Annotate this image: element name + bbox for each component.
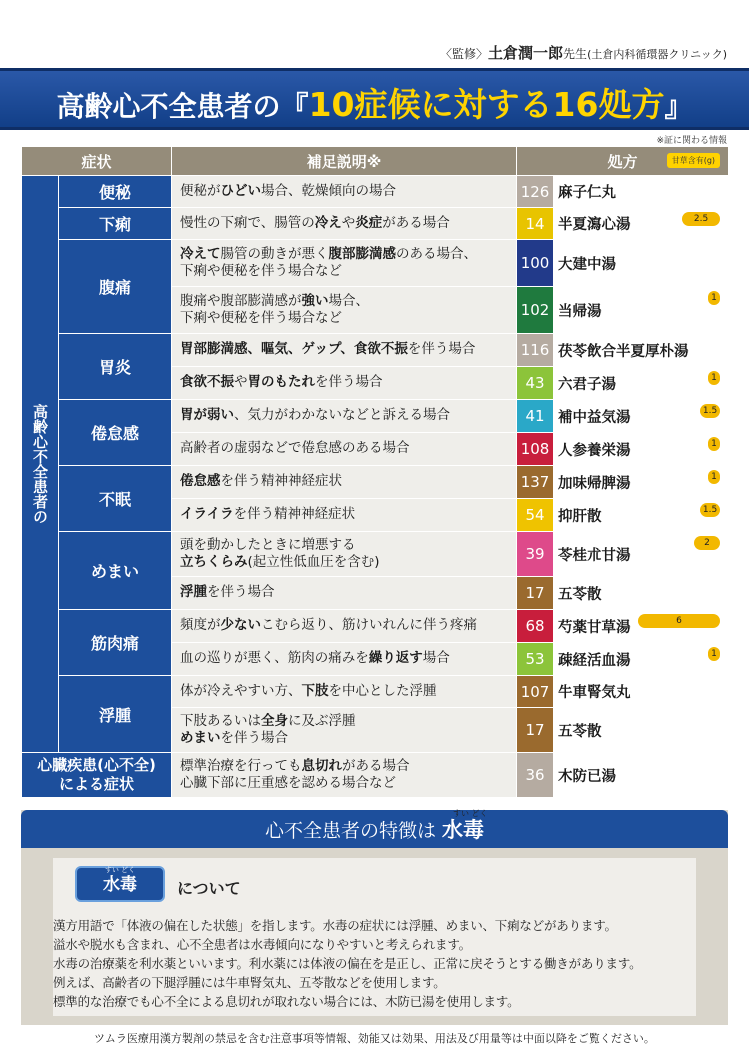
emphasis-text: 腹部膨満感	[328, 245, 397, 262]
prescription-table	[21, 146, 729, 798]
explanation-text: に及ぶ浮腫	[288, 712, 356, 729]
explanation-text: 標準治療を行っても	[180, 757, 302, 774]
explanation-cell	[172, 240, 517, 287]
explanation-text: こむら返り、筋けいれんに伴う疼痛	[261, 617, 478, 634]
explanation-cell	[172, 676, 517, 708]
explanation-text: 体が冷えやすい方、	[180, 682, 302, 699]
symptom-cell: 心臓疾患(心不全) による症状	[22, 753, 172, 798]
symptom-cell: 下痢	[59, 208, 172, 240]
supervisor-suffix: 先生	[563, 47, 588, 61]
suidoku-section	[21, 810, 728, 1025]
symptom-cell: 便秘	[59, 176, 172, 208]
prescription-label: 牛車腎気丸	[558, 685, 631, 701]
suidoku-heading	[21, 810, 728, 848]
explanation-text: や	[234, 374, 248, 391]
suidoku-about: について	[177, 879, 241, 898]
supervisor-prefix: 〈監修〉	[440, 47, 489, 61]
symptom-cell: 胃炎	[59, 334, 172, 400]
explanation-cell	[172, 334, 517, 367]
explanation-cell	[172, 287, 517, 334]
prescription-label: 木防已湯	[558, 768, 617, 785]
prescription-name	[554, 400, 729, 433]
suidoku-heading-keyword: 水毒	[442, 818, 485, 842]
table-row	[22, 400, 729, 433]
footnote-mark: ※証に関わる情報	[656, 136, 727, 146]
prescription-name	[554, 208, 729, 240]
prescription-name	[554, 176, 729, 208]
prescription-label: 抑肝散	[558, 508, 602, 525]
kanzo-badge: 甘草含有(g)	[667, 153, 720, 168]
explanation-text: 場合、乾燥傾向の場合	[261, 182, 397, 199]
paragraph-line: 標準的な治療でも心不全による息切れが取れない場合には、木防已湯を使用します。	[53, 994, 520, 1009]
explanation-text: を中心とした浮腫	[328, 682, 437, 699]
title-part: 高齢心不全患者の『	[56, 90, 309, 123]
prescription-name	[554, 643, 729, 676]
emphasis-text: 下肢	[301, 682, 329, 699]
prescription-name	[554, 334, 729, 367]
explanation-text: や	[341, 214, 356, 231]
prescription-number: 100	[517, 240, 554, 287]
explanation-text: 下肢あるいは	[180, 712, 262, 729]
prescription-number: 116	[517, 334, 554, 367]
kanzo-amount-badge: 2.5	[682, 212, 720, 226]
explanation-text: 慢性の下痢で、腸管の	[180, 214, 315, 231]
table-row	[22, 753, 729, 798]
paragraph-line: 例えば、高齢者の下腿浮腫には牛車腎気丸、五苓散などを使用します。	[53, 975, 446, 990]
explanation-text: (起立性低血圧を含む)	[247, 554, 380, 570]
explanation-cell	[172, 400, 517, 433]
prescription-label: 麻子仁丸	[558, 185, 617, 201]
emphasis-text: 少ない	[220, 617, 262, 634]
explanation-text: 下痢や便秘を伴う場合など	[180, 263, 343, 279]
prescription-number: 36	[517, 753, 554, 798]
supervisor-credit	[440, 42, 727, 63]
table-row	[22, 676, 729, 708]
title-highlight: 症候に対する	[354, 85, 553, 124]
header-explanation: 補足説明※	[172, 147, 517, 176]
symptom-cell: めまい	[59, 532, 172, 610]
emphasis-text: イライラ	[180, 506, 234, 523]
prescription-label: 人参養栄湯	[558, 442, 631, 459]
emphasis-text: 強い	[301, 292, 329, 309]
prescription-number: 17	[517, 577, 554, 610]
explanation-cell	[172, 466, 517, 499]
footer-note: ツムラ医療用漢方製剤の禁忌を含む注意事項等情報、効能又は効果、用法及び用量等は中面以降をご覧ください。	[94, 1032, 655, 1045]
prescription-label: 当帰湯	[558, 303, 602, 320]
prescription-label: 茯苓飲合半夏厚朴湯	[558, 343, 689, 360]
suidoku-explanation-box	[53, 858, 696, 1016]
explanation-text: 頭を動かしたときに増悪する	[180, 536, 356, 553]
suidoku-pill-ruby: すい どく	[104, 866, 136, 874]
explanation-cell	[172, 753, 517, 798]
prescription-label: 疎経活血湯	[558, 652, 631, 669]
kanzo-amount-badge: 1	[708, 371, 720, 385]
symptom-cell: 倦怠感	[59, 400, 172, 466]
explanation-text: 腹痛や腹部膨満感が	[180, 292, 302, 309]
prescription-label: 大建中湯	[558, 256, 617, 273]
prescription-number: 137	[517, 466, 554, 499]
emphasis-text: 胃が弱い	[180, 407, 235, 424]
prescription-name	[554, 499, 729, 532]
explanation-text: を伴う精神神経症状	[233, 506, 356, 523]
explanation-text: 高齢者の虚弱などで倦怠感のある場合	[180, 440, 410, 457]
prescription-name	[554, 287, 729, 334]
prescription-number: 41	[517, 400, 554, 433]
emphasis-text: 息切れ	[301, 757, 343, 774]
prescription-name	[554, 240, 729, 287]
page-title	[0, 79, 749, 126]
prescription-name	[554, 753, 729, 798]
explanation-text: 血の巡りが悪く、筋肉の痛みを	[180, 650, 369, 667]
explanation-cell	[172, 643, 517, 676]
table-row	[22, 532, 729, 577]
emphasis-text: ひどい	[220, 182, 262, 199]
explanation-cell	[172, 208, 517, 240]
suidoku-heading-ruby: すい どく	[453, 809, 488, 818]
group-label: 高齢心不全患者の	[22, 176, 59, 753]
suidoku-paragraph	[53, 916, 696, 1011]
explanation-text: を伴う場合	[407, 341, 476, 358]
emphasis-text: 倦怠感	[180, 473, 221, 490]
prescription-label: 五苓散	[558, 723, 602, 740]
header-symptom: 症状	[22, 147, 172, 176]
explanation-cell	[172, 433, 517, 466]
header-prescription	[517, 147, 729, 176]
header-prescription-label: 処方	[607, 152, 638, 171]
prescription-name	[554, 708, 729, 753]
explanation-text: 、気力がわかないなどと訴える場合	[234, 407, 451, 424]
emphasis-text: 冷えて	[180, 245, 221, 262]
explanation-text: 頻度が	[180, 617, 221, 634]
explanation-text: を伴う場合	[220, 730, 289, 746]
table-row	[22, 334, 729, 367]
prescription-name	[554, 367, 729, 400]
prescription-label: 五苓散	[558, 586, 602, 603]
kanzo-amount-badge: 6	[638, 614, 720, 628]
prescription-name	[554, 577, 729, 610]
explanation-text: 心臓下部に圧重感を認める場合など	[180, 775, 397, 791]
table-row	[22, 240, 729, 287]
prescription-label: 芍薬甘草湯	[558, 619, 631, 636]
prescription-name	[554, 433, 729, 466]
explanation-cell	[172, 532, 517, 577]
explanation-text: を伴う精神神経症状	[220, 473, 343, 490]
paragraph-line: 溢水や脱水も含まれ、心不全患者は水毒傾向になりやすいと考えられます。	[53, 937, 471, 952]
prescription-number: 102	[517, 287, 554, 334]
kanzo-amount-badge: 1.5	[700, 503, 720, 517]
explanation-cell	[172, 577, 517, 610]
emphasis-text: 胃のもたれ	[247, 374, 316, 391]
symptom-cell: 不眠	[59, 466, 172, 532]
table-row	[22, 208, 729, 240]
paragraph-line: 水毒の治療薬を利水薬といいます。利水薬には体液の偏在を是正し、正常に戻そうとする働きがあります。	[53, 956, 642, 971]
prescription-number: 17	[517, 708, 554, 753]
title-highlight: 処方	[598, 85, 665, 124]
paragraph-line: 漢方用語で「体液の偏在した状態」を指します。水毒の症状には浮腫、めまい、下痢などがあります。	[53, 918, 617, 933]
prescription-number: 108	[517, 433, 554, 466]
prescription-number: 68	[517, 610, 554, 643]
emphasis-text: 胃部膨満感、嘔気、ゲップ、食欲不振	[180, 341, 408, 358]
explanation-cell	[172, 499, 517, 532]
prescription-label: 加味帰脾湯	[558, 475, 631, 492]
table-row	[22, 610, 729, 643]
explanation-cell	[172, 367, 517, 400]
explanation-text: 便秘が	[180, 182, 221, 199]
supervisor-name: 土倉潤一郎	[488, 44, 564, 62]
title-banner	[0, 68, 749, 130]
table-row	[22, 176, 729, 208]
suidoku-heading-text: 心不全患者の特徴は	[264, 820, 436, 842]
explanation-text: のある場合、	[396, 245, 478, 262]
suidoku-pill-label: 水毒	[103, 875, 137, 895]
title-highlight: 10	[308, 85, 355, 124]
explanation-cell	[172, 610, 517, 643]
explanation-cell	[172, 708, 517, 753]
title-part: 』	[664, 90, 693, 123]
kanzo-amount-badge: 1.5	[700, 404, 720, 418]
emphasis-text: 食欲不振	[180, 374, 235, 391]
prescription-label: 六君子湯	[558, 376, 617, 393]
prescription-name	[554, 676, 729, 708]
prescription-name	[554, 610, 729, 643]
emphasis-text: めまい	[180, 730, 221, 746]
symptom-cell: 腹痛	[59, 240, 172, 334]
emphasis-text: 冷え	[314, 214, 342, 231]
explanation-text: 場合	[422, 650, 450, 667]
emphasis-text: 立ちくらみ	[180, 554, 248, 570]
prescription-number: 43	[517, 367, 554, 400]
prescription-name	[554, 532, 729, 577]
prescription-number: 54	[517, 499, 554, 532]
symptom-cell: 浮腫	[59, 676, 172, 753]
supervisor-clinic: (土倉内科循環器クリニック)	[587, 48, 727, 61]
prescription-number: 14	[517, 208, 554, 240]
table-header-row	[22, 147, 729, 176]
emphasis-text: 炎症	[355, 214, 383, 231]
symptom-cell: 筋肉痛	[59, 610, 172, 676]
kanzo-amount-badge: 1	[708, 647, 720, 661]
prescription-label: 苓桂朮甘湯	[558, 547, 631, 564]
kanzo-amount-badge: 1	[708, 291, 720, 305]
kanzo-amount-badge: 1	[708, 470, 720, 484]
explanation-text: を伴う場合	[207, 584, 275, 601]
prescription-number: 126	[517, 176, 554, 208]
explanation-text: 下痢や便秘を伴う場合など	[180, 310, 343, 326]
kanzo-amount-badge: 1	[708, 437, 720, 451]
table-row	[22, 466, 729, 499]
explanation-text: 場合、	[328, 292, 370, 309]
explanation-text: がある場合	[342, 757, 410, 774]
prescription-number: 107	[517, 676, 554, 708]
prescription-number: 53	[517, 643, 554, 676]
prescription-name	[554, 466, 729, 499]
emphasis-text: 浮腫	[180, 584, 208, 601]
explanation-cell	[172, 176, 517, 208]
explanation-text: がある場合	[382, 214, 450, 231]
prescription-label: 半夏瀉心湯	[558, 217, 631, 233]
explanation-text: 腸管の動きが悪く	[220, 245, 329, 262]
title-highlight: 16	[552, 85, 599, 124]
explanation-text: を伴う場合	[315, 374, 383, 391]
kanzo-amount-badge: 2	[694, 536, 720, 550]
emphasis-text: 全身	[261, 712, 289, 729]
emphasis-text: 繰り返す	[368, 650, 423, 667]
prescription-label: 補中益気湯	[558, 409, 631, 426]
prescription-number: 39	[517, 532, 554, 577]
